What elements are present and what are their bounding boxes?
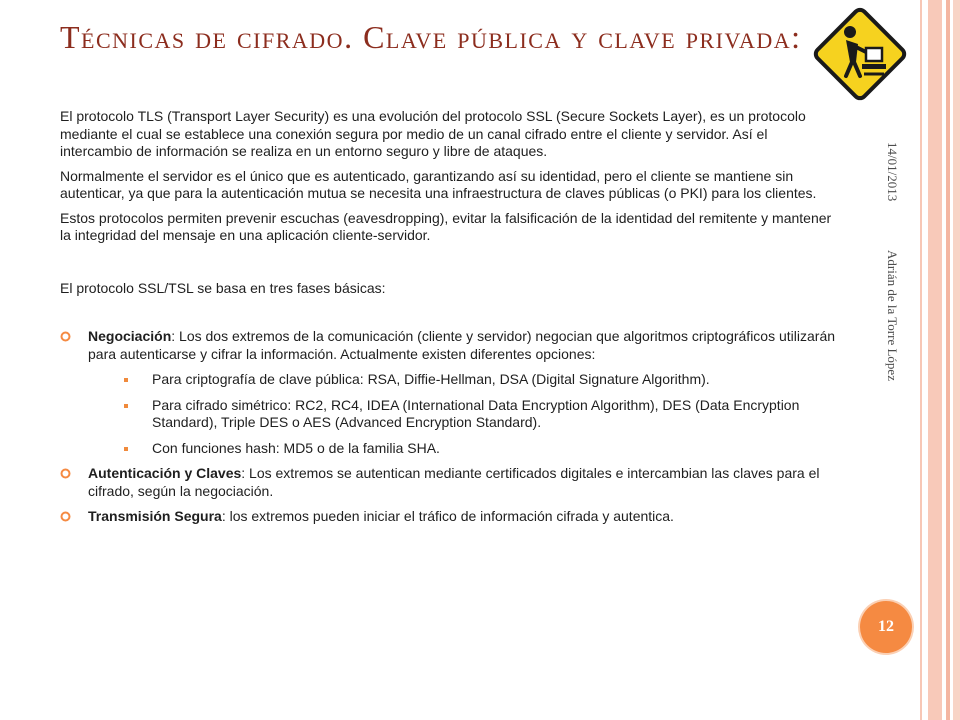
- list-item: [60, 465, 842, 500]
- sub-list-item: [60, 440, 842, 458]
- paragraph: El protocolo TLS (Transport Layer Security) es una evolución del protocolo SSL (Secure Sockets Layer), es un protocolo mediante el cual se establece una conexión segura por medio de un canal cifrado entre el cliente y servidor. Así el intercambio de información se realiza en un entorno seguro y libre de ataques.: [60, 108, 806, 159]
- bullet-term: Autenticación y Claves: [88, 465, 242, 481]
- decor-stripe: [920, 0, 922, 720]
- paragraph: Estos protocolos permiten prevenir escuchas (eavesdropping), evitar la falsificación de la identidad del remitente y mantener la integridad del mensaje en una aplicación cliente-servidor.: [60, 209, 832, 243]
- intro-text: El protocolo SSL/TSL se basa en tres fases básicas:: [60, 279, 386, 296]
- bullet-text: : Los dos extremos de la comunicación (cliente y servidor) negocian que algoritmos criptográficos utilizarán para autenticarse y cifrar la información. Actualmente existen diferentes opciones:: [88, 328, 836, 362]
- side-footer: [885, 142, 912, 442]
- decor-stripe: [928, 0, 942, 720]
- circle-bullet-icon: [60, 511, 71, 522]
- work-in-progress-sign-icon: [806, 0, 914, 108]
- bullet-term: Negociación: [88, 328, 172, 344]
- sub-list-item: [60, 371, 842, 389]
- sub-item-text: Para cifrado simétrico: RC2, RC4, IDEA (International Data Encryption Algorithm), DES (Data Encryption Standard), Triple DES o AES (Advanced Encryption Standard).: [152, 396, 800, 430]
- slide-title: Técnicas de cifrado. Clave pública y clave privada:: [60, 19, 802, 55]
- square-bullet-icon: [124, 447, 128, 451]
- list-item: [60, 508, 842, 526]
- paragraph: Normalmente el servidor es el único que es autenticado, garantizando así su identidad, pero el cliente se mantiene sin autenticar, ya que para la autenticación mutua se necesita una infraestructura de claves públicas (o PKI) para los clientes.: [60, 167, 817, 201]
- page-number-badge: 12: [860, 601, 912, 653]
- circle-bullet-icon: [60, 331, 71, 342]
- sub-item-text: Con funciones hash: MD5 o de la familia SHA.: [152, 439, 440, 456]
- square-bullet-icon: [124, 404, 128, 408]
- bullet-text: : los extremos pueden iniciar el tráfico de información cifrada y autentica.: [221, 508, 674, 524]
- circle-bullet-icon: [60, 468, 71, 479]
- slide-body: [60, 108, 842, 534]
- slide-author: Adrián de la Torre López: [885, 250, 900, 381]
- list-item: [60, 328, 842, 363]
- sub-item-text: Para criptografía de clave pública: RSA, Diffie-Hellman, DSA (Digital Signature Algorithm).: [152, 371, 710, 387]
- bullet-text: : Los extremos se autentican mediante certificados digitales e intercambian las claves para el cifrado, según la negociación.: [88, 465, 820, 499]
- square-bullet-icon: [124, 378, 128, 382]
- bullet-term: Transmisión Segura: [88, 508, 222, 524]
- decor-stripe: [953, 0, 960, 720]
- slide-date: 14/01/2013: [885, 142, 900, 202]
- sub-list-item: [60, 397, 842, 432]
- decor-stripe: [946, 0, 950, 720]
